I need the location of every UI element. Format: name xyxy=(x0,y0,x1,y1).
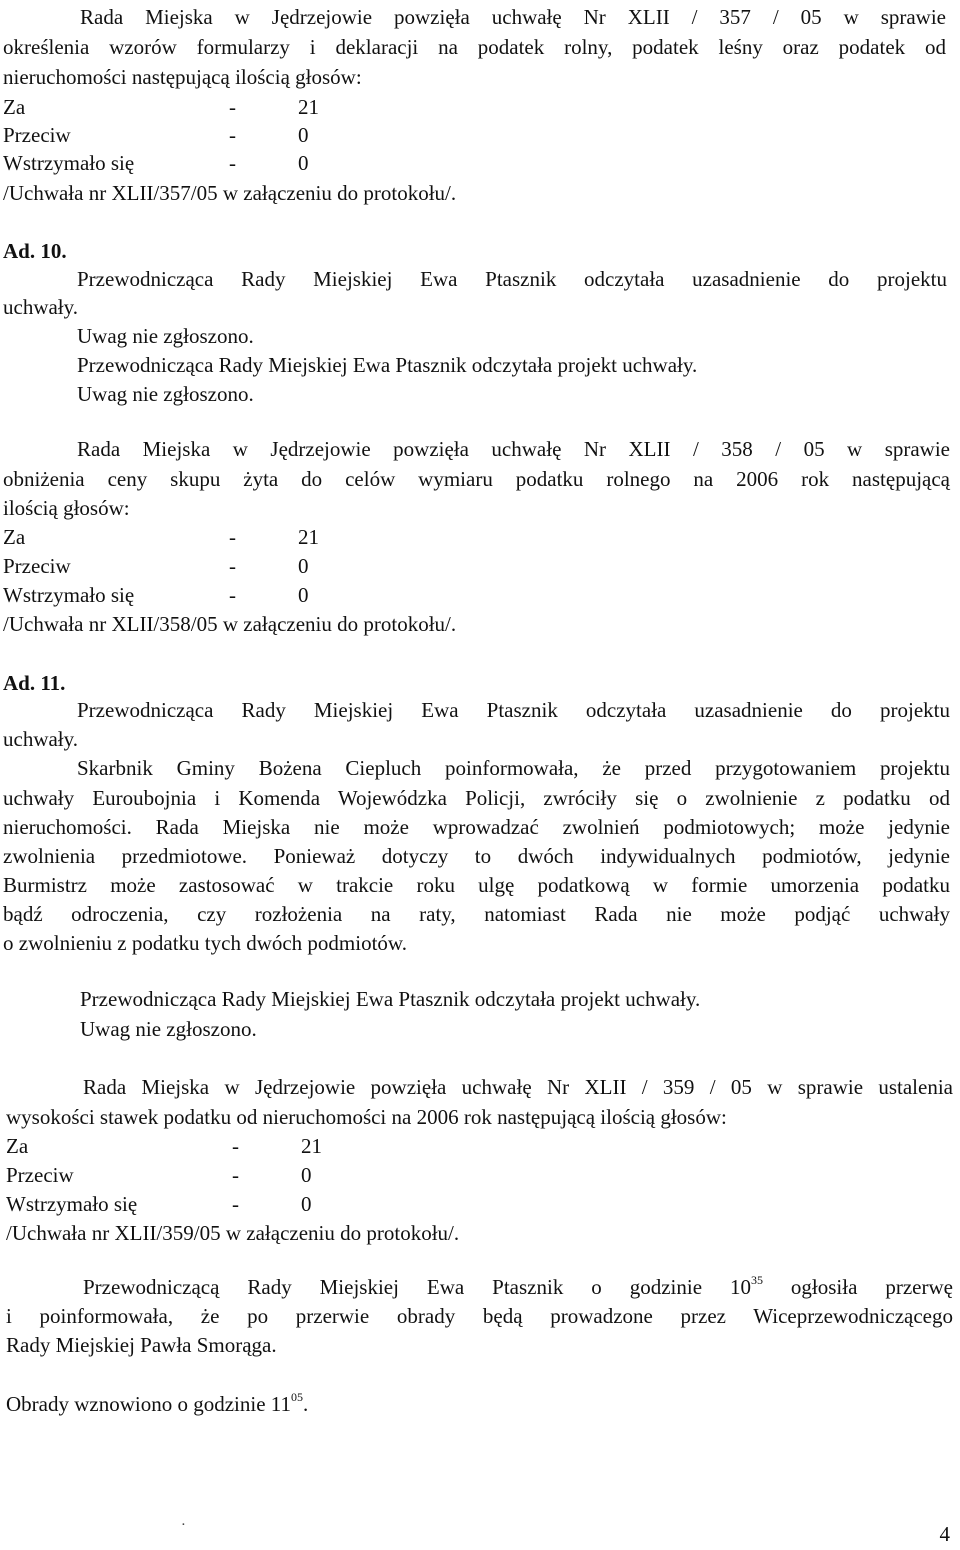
vote-label: Za xyxy=(3,95,26,119)
break-text-after-time: ogłosiła przerwę xyxy=(762,1275,953,1299)
ad11-treasurer-line-6: bądź odroczenia, czy rozłożenia na raty, natomiast Rada nie może podjąć uchwały xyxy=(3,902,950,926)
vote-value: 21 xyxy=(301,1134,322,1158)
break-time-minutes: 35 xyxy=(750,1273,763,1287)
vote-value: 0 xyxy=(301,1192,312,1216)
ad11-treasurer-line-7: o zwolnieniu z podatku tych dwóch podmiotów. xyxy=(3,931,407,955)
vote-value: 21 xyxy=(298,525,319,549)
ad10-line-1: Przewodnicząca Rady Miejskiej Ewa Ptasznik odczytała uzasadnienie do projektu xyxy=(77,267,947,291)
page-number: 4 xyxy=(939,1522,950,1546)
ad11-treasurer-line-4: zwolnienia przedmiotowe. Ponieważ dotyczy to dwóch indywidualnych podmiotów, jedynie xyxy=(3,844,950,868)
vote-dash: - xyxy=(229,554,236,578)
vote-label: Przeciw xyxy=(3,123,71,147)
res359-line-1: Rada Miejska w Jędrzejowie powzięła uchwałę Nr XLII / 359 / 05 w sprawie ustalenia xyxy=(83,1075,953,1099)
res357-attachment: /Uchwała nr XLII/357/05 w załączeniu do protokołu/. xyxy=(3,181,457,205)
res357-line-1: Rada Miejska w Jędrzejowie powzięła uchwałę Nr XLII / 357 / 05 w sprawie xyxy=(80,5,946,29)
ad10-line-5: Uwag nie zgłoszono. xyxy=(77,382,254,406)
vote-value: 0 xyxy=(298,583,309,607)
break-line-1 xyxy=(83,1274,953,1300)
break-line-3: Rady Miejskiej Pawła Smorąga. xyxy=(6,1333,277,1357)
vote-value: 0 xyxy=(301,1163,312,1187)
ad10-line-2: uchwały. xyxy=(3,295,79,319)
vote-label: Wstrzymało się xyxy=(3,583,135,607)
vote-dash: - xyxy=(232,1192,239,1216)
vote-dash: - xyxy=(229,123,236,147)
res358-line-2: obniżenia ceny skupu żyta do celów wymiaru podatku rolnego na 2006 rok następującą xyxy=(3,467,950,491)
ad11-intro-line-1: Przewodnicząca Rady Miejskiej Ewa Ptasznik odczytała uzasadnienie do projektu xyxy=(77,698,950,722)
vote-label: Za xyxy=(3,525,26,549)
vote-label: Wstrzymało się xyxy=(6,1192,138,1216)
break-line-2: i poinformowała, że po przerwie obrady będą prowadzone przez Wiceprzewodniczącego xyxy=(6,1304,953,1328)
ad10-heading: Ad. 10. xyxy=(3,239,67,263)
res357-line-3: nieruchomości następującą ilością głosów: xyxy=(3,65,362,89)
vote-dash: - xyxy=(229,151,236,175)
vote-value: 0 xyxy=(298,123,309,147)
res358-attachment: /Uchwała nr XLII/358/05 w załączeniu do protokołu/. xyxy=(3,612,457,636)
ad11-after-line-2: Uwag nie zgłoszono. xyxy=(80,1017,257,1041)
scan-speck: ⋅ xyxy=(181,1518,186,1533)
vote-dash: - xyxy=(232,1134,239,1158)
resume-text: Obrady wznowiono o godzinie 11 xyxy=(6,1392,291,1416)
ad11-treasurer-line-5: Burmistrz może zastosować w trakcie roku ulgę podatkową w formie umorzenia podatku xyxy=(3,873,950,897)
break-text-before-time: Przewodniczącą Rady Miejskiej Ewa Ptasznik o godzinie 10 xyxy=(83,1275,751,1299)
vote-label: Przeciw xyxy=(3,554,71,578)
ad11-treasurer-line-2: uchwały Euroubojnia i Komenda Wojewódzka Policji, zwróciły się o zwolnienie z podatku od xyxy=(3,786,950,810)
vote-label: Za xyxy=(6,1134,29,1158)
res359-attachment: /Uchwała nr XLII/359/05 w załączeniu do protokołu/. xyxy=(6,1221,460,1245)
ad11-heading: Ad. 11. xyxy=(3,671,66,695)
ad10-line-3: Uwag nie zgłoszono. xyxy=(77,324,254,348)
resume-period: . xyxy=(303,1392,309,1416)
ad11-treasurer-line-1: Skarbnik Gminy Bożena Ciepluch poinformowała, że przed przygotowaniem projektu xyxy=(77,756,950,780)
res358-line-3: ilością głosów: xyxy=(3,496,130,520)
ad11-treasurer-line-3: nieruchomości. Rada Miejska nie może wprowadzać zwolnień podmiotowych; może jedynie xyxy=(3,815,950,839)
vote-value: 21 xyxy=(298,95,319,119)
vote-dash: - xyxy=(229,525,236,549)
vote-label: Przeciw xyxy=(6,1163,74,1187)
resume-time-minutes: 05 xyxy=(291,1390,303,1404)
vote-dash: - xyxy=(232,1163,239,1187)
vote-label: Wstrzymało się xyxy=(3,151,135,175)
ad11-after-line-1: Przewodnicząca Rady Miejskiej Ewa Ptasznik odczytała projekt uchwały. xyxy=(80,987,701,1011)
res358-line-1: Rada Miejska w Jędrzejowie powzięła uchwałę Nr XLII / 358 / 05 w sprawie xyxy=(77,437,950,461)
vote-dash: - xyxy=(229,583,236,607)
res359-line-2: wysokości stawek podatku od nieruchomości na 2006 rok następującą ilością głosów: xyxy=(6,1105,727,1129)
vote-dash: - xyxy=(229,95,236,119)
resume-line xyxy=(6,1391,308,1417)
res357-line-2: określenia wzorów formularzy i deklaracji na podatek rolny, podatek leśny oraz podatek od xyxy=(3,35,946,59)
ad11-intro-line-2: uchwały. xyxy=(3,727,79,751)
ad10-line-4: Przewodnicząca Rady Miejskiej Ewa Ptasznik odczytała projekt uchwały. xyxy=(77,353,698,377)
vote-value: 0 xyxy=(298,554,309,578)
vote-value: 0 xyxy=(298,151,309,175)
